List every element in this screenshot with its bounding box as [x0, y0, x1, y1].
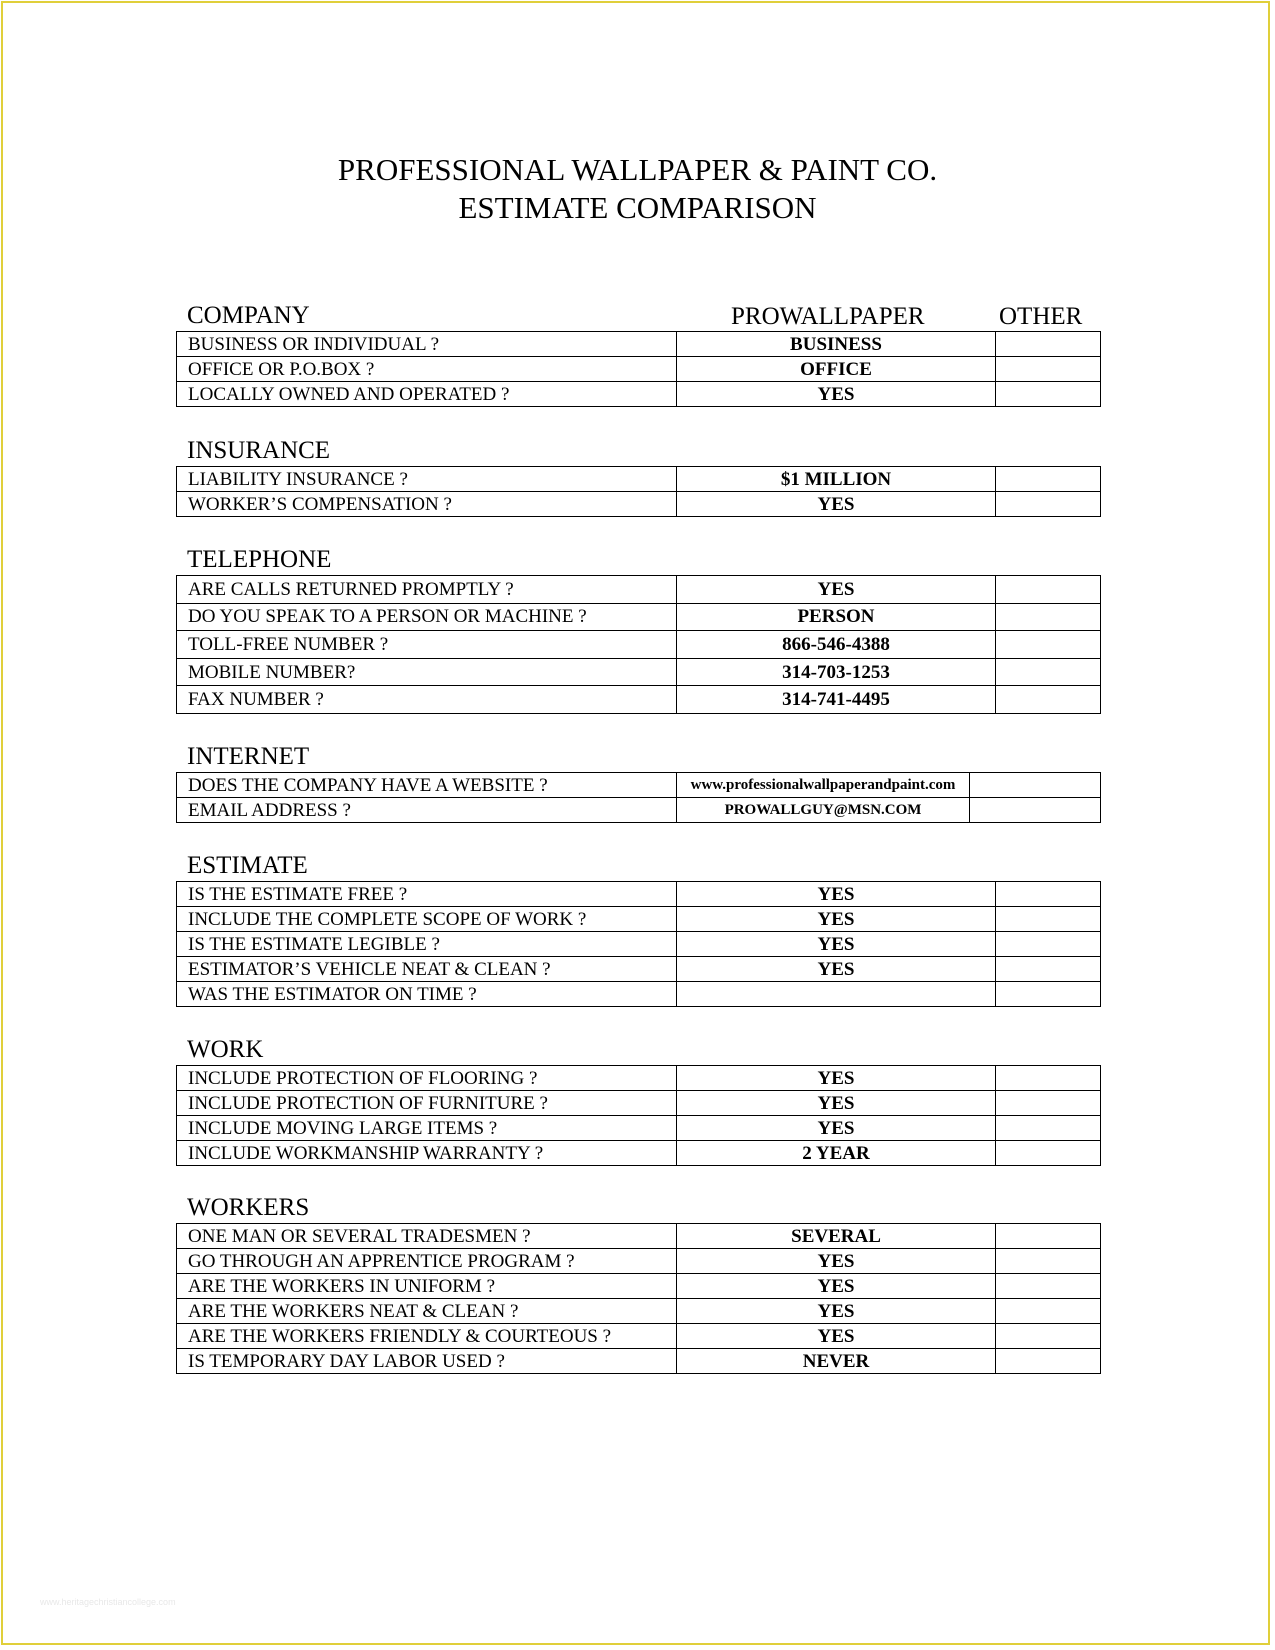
- other-answer-cell[interactable]: [996, 1249, 1101, 1274]
- prowallpaper-answer-cell: BUSINESS: [677, 332, 996, 357]
- section-title: ESTIMATE: [187, 852, 308, 879]
- prowallpaper-answer-cell: YES: [677, 1274, 996, 1299]
- table-row: [177, 1066, 1101, 1091]
- prowallpaper-answer-cell: NEVER: [677, 1349, 996, 1374]
- table-row: [177, 773, 1101, 798]
- other-answer-cell[interactable]: [996, 1299, 1101, 1324]
- table-row: [177, 1299, 1101, 1324]
- other-answer-cell[interactable]: [996, 1141, 1101, 1166]
- section-title: INTERNET: [187, 743, 310, 770]
- section-table: [176, 466, 1101, 517]
- section-table: [176, 1223, 1101, 1374]
- column-header-prowallpaper: PROWALLPAPER: [731, 303, 925, 330]
- prowallpaper-answer-cell: YES: [677, 1324, 996, 1349]
- prowallpaper-answer-cell: 866-546-4388: [677, 631, 996, 659]
- other-answer-cell[interactable]: [996, 907, 1101, 932]
- question-cell: DO YOU SPEAK TO A PERSON OR MACHINE ?: [177, 603, 677, 631]
- question-cell: ARE CALLS RETURNED PROMPTLY ?: [177, 576, 677, 604]
- table-row: [177, 982, 1101, 1007]
- prowallpaper-answer-cell: YES: [677, 1249, 996, 1274]
- other-answer-cell[interactable]: [996, 357, 1101, 382]
- question-cell: IS THE ESTIMATE LEGIBLE ?: [177, 932, 677, 957]
- document-subtitle: ESTIMATE COMPARISON: [458, 190, 817, 225]
- other-answer-cell[interactable]: [996, 686, 1101, 714]
- prowallpaper-answer-cell: YES: [677, 1066, 996, 1091]
- table-row: [177, 686, 1101, 714]
- other-answer-cell[interactable]: [996, 603, 1101, 631]
- question-cell: INCLUDE MOVING LARGE ITEMS ?: [177, 1116, 677, 1141]
- prowallpaper-answer-cell: www.professionalwallpaperandpaint.com: [677, 773, 970, 798]
- question-cell: GO THROUGH AN APPRENTICE PROGRAM ?: [177, 1249, 677, 1274]
- prowallpaper-answer-cell: SEVERAL: [677, 1224, 996, 1249]
- section-work: [176, 1035, 1100, 1166]
- prowallpaper-answer-cell: YES: [677, 957, 996, 982]
- table-row: [177, 1116, 1101, 1141]
- prowallpaper-answer-cell: $1 MILLION: [677, 467, 996, 492]
- other-answer-cell[interactable]: [996, 932, 1101, 957]
- prowallpaper-answer-cell: [677, 982, 996, 1007]
- prowallpaper-answer-cell: YES: [677, 576, 996, 604]
- section-table: [176, 772, 1101, 823]
- question-cell: TOLL-FREE NUMBER ?: [177, 631, 677, 659]
- prowallpaper-answer-cell: 314-703-1253: [677, 658, 996, 686]
- question-cell: ONE MAN OR SEVERAL TRADESMEN ?: [177, 1224, 677, 1249]
- section-table: [176, 1065, 1101, 1166]
- question-cell: IS THE ESTIMATE FREE ?: [177, 882, 677, 907]
- question-cell: OFFICE OR P.O.BOX ?: [177, 357, 677, 382]
- other-answer-cell[interactable]: [996, 1274, 1101, 1299]
- prowallpaper-answer-cell: PROWALLGUY@MSN.COM: [677, 798, 970, 823]
- table-row: [177, 1141, 1101, 1166]
- prowallpaper-answer-cell: OFFICE: [677, 357, 996, 382]
- prowallpaper-answer-cell: PERSON: [677, 603, 996, 631]
- section-table: [176, 575, 1101, 714]
- other-answer-cell[interactable]: [996, 882, 1101, 907]
- table-row: [177, 907, 1101, 932]
- section-title: WORKERS: [187, 1194, 310, 1221]
- table-row: [177, 957, 1101, 982]
- other-answer-cell[interactable]: [996, 1116, 1101, 1141]
- other-answer-cell[interactable]: [996, 658, 1101, 686]
- table-row: [177, 658, 1101, 686]
- section-insurance: [176, 436, 1100, 517]
- section-estimate: [176, 851, 1100, 1007]
- other-answer-cell[interactable]: [996, 492, 1101, 517]
- table-row: [177, 932, 1101, 957]
- prowallpaper-answer-cell: YES: [677, 1116, 996, 1141]
- section-title: TELEPHONE: [187, 546, 332, 573]
- document-title: PROFESSIONAL WALLPAPER & PAINT CO.: [337, 152, 938, 187]
- question-cell: EMAIL ADDRESS ?: [177, 798, 677, 823]
- prowallpaper-answer-cell: YES: [677, 492, 996, 517]
- question-cell: ARE THE WORKERS FRIENDLY & COURTEOUS ?: [177, 1324, 677, 1349]
- table-row: [177, 492, 1101, 517]
- section-workers: [176, 1193, 1100, 1374]
- prowallpaper-answer-cell: YES: [677, 382, 996, 407]
- table-row: [177, 332, 1101, 357]
- table-row: [177, 1249, 1101, 1274]
- other-answer-cell[interactable]: [970, 773, 1101, 798]
- question-cell: INCLUDE THE COMPLETE SCOPE OF WORK ?: [177, 907, 677, 932]
- table-row: [177, 382, 1101, 407]
- other-answer-cell[interactable]: [996, 957, 1101, 982]
- question-cell: ESTIMATOR’S VEHICLE NEAT & CLEAN ?: [177, 957, 677, 982]
- question-cell: INCLUDE WORKMANSHIP WARRANTY ?: [177, 1141, 677, 1166]
- question-cell: INCLUDE PROTECTION OF FURNITURE ?: [177, 1091, 677, 1116]
- other-answer-cell[interactable]: [996, 982, 1101, 1007]
- question-cell: LIABILITY INSURANCE ?: [177, 467, 677, 492]
- other-answer-cell[interactable]: [996, 1091, 1101, 1116]
- table-row: [177, 576, 1101, 604]
- prowallpaper-answer-cell: 314-741-4495: [677, 686, 996, 714]
- other-answer-cell[interactable]: [996, 1324, 1101, 1349]
- column-header-other: OTHER: [999, 303, 1083, 330]
- section-table: [176, 331, 1101, 407]
- other-answer-cell[interactable]: [996, 1066, 1101, 1091]
- page-border: [1, 1, 1270, 1645]
- question-cell: ARE THE WORKERS IN UNIFORM ?: [177, 1274, 677, 1299]
- section-internet: [176, 742, 1100, 823]
- prowallpaper-answer-cell: YES: [677, 907, 996, 932]
- other-answer-cell[interactable]: [996, 631, 1101, 659]
- table-row: [177, 882, 1101, 907]
- section-table: [176, 881, 1101, 1007]
- section-title: INSURANCE: [187, 437, 331, 464]
- section-title: WORK: [187, 1036, 264, 1063]
- prowallpaper-answer-cell: YES: [677, 1299, 996, 1324]
- watermark: www.heritagechristiancollege.com: [40, 1597, 176, 1607]
- section-title: COMPANY: [187, 302, 310, 329]
- other-answer-cell[interactable]: [996, 1349, 1101, 1374]
- prowallpaper-answer-cell: 2 YEAR: [677, 1141, 996, 1166]
- section-telephone: [176, 545, 1100, 714]
- other-answer-cell[interactable]: [996, 467, 1101, 492]
- other-answer-cell[interactable]: [996, 332, 1101, 357]
- question-cell: LOCALLY OWNED AND OPERATED ?: [177, 382, 677, 407]
- table-row: [177, 1091, 1101, 1116]
- question-cell: FAX NUMBER ?: [177, 686, 677, 714]
- question-cell: BUSINESS OR INDIVIDUAL ?: [177, 332, 677, 357]
- section-company: [176, 301, 1100, 407]
- other-answer-cell[interactable]: [970, 798, 1101, 823]
- question-cell: DOES THE COMPANY HAVE A WEBSITE ?: [177, 773, 677, 798]
- table-row: [177, 798, 1101, 823]
- table-row: [177, 631, 1101, 659]
- table-row: [177, 357, 1101, 382]
- other-answer-cell[interactable]: [996, 1224, 1101, 1249]
- question-cell: IS TEMPORARY DAY LABOR USED ?: [177, 1349, 677, 1374]
- table-row: [177, 1324, 1101, 1349]
- question-cell: ARE THE WORKERS NEAT & CLEAN ?: [177, 1299, 677, 1324]
- question-cell: MOBILE NUMBER?: [177, 658, 677, 686]
- other-answer-cell[interactable]: [996, 382, 1101, 407]
- question-cell: INCLUDE PROTECTION OF FLOORING ?: [177, 1066, 677, 1091]
- other-answer-cell[interactable]: [996, 576, 1101, 604]
- table-row: [177, 1274, 1101, 1299]
- prowallpaper-answer-cell: YES: [677, 1091, 996, 1116]
- table-row: [177, 467, 1101, 492]
- question-cell: WAS THE ESTIMATOR ON TIME ?: [177, 982, 677, 1007]
- question-cell: WORKER’S COMPENSATION ?: [177, 492, 677, 517]
- table-row: [177, 603, 1101, 631]
- prowallpaper-answer-cell: YES: [677, 882, 996, 907]
- table-row: [177, 1349, 1101, 1374]
- prowallpaper-answer-cell: YES: [677, 932, 996, 957]
- table-row: [177, 1224, 1101, 1249]
